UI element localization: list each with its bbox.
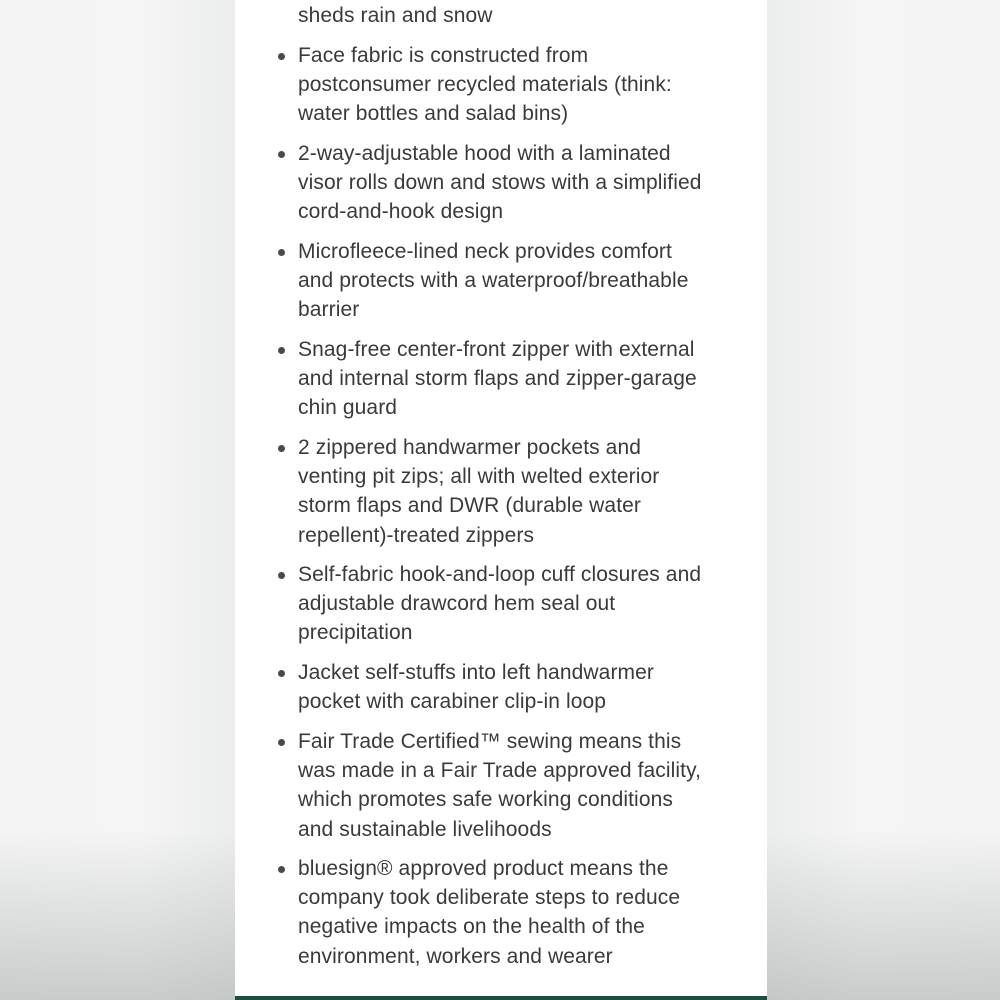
bullet-icon	[278, 445, 285, 452]
partial-feature-text: sheds rain and snow	[298, 4, 493, 27]
bullet-icon	[278, 670, 285, 677]
bullet-icon	[278, 151, 285, 158]
product-details-panel	[235, 0, 767, 1000]
bullet-icon	[278, 572, 285, 579]
bullet-icon	[278, 53, 285, 60]
feature-text: bluesign® approved product means the company took deliberate steps to reduce negative impacts on the health of the environment, workers and wearer	[298, 857, 681, 968]
bullet-icon	[278, 249, 285, 256]
bullet-icon	[278, 739, 285, 746]
feature-text: Microfleece-lined neck provides comfort and protects with a waterproof/breathable barrier	[298, 240, 689, 322]
right-background	[767, 0, 1000, 1000]
feature-text: Jacket self-stuffs into left handwarmer pocket with carabiner clip-in loop	[298, 661, 654, 714]
feature-text: 2-way-adjustable hood with a laminated visor rolls down and stows with a simplified cord-and-hook design	[298, 142, 702, 224]
left-background	[0, 0, 235, 1000]
feature-text: 2 zippered handwarmer pockets and venting pit zips; all with welted exterior storm flaps and DWR (durable water repellent)-treated zippers	[298, 436, 660, 547]
feature-text: Self-fabric hook-and-loop cuff closures and adjustable drawcord hem seal out precipitation	[298, 563, 702, 645]
bottom-accent-bar	[235, 996, 767, 1000]
feature-text: Face fabric is constructed from postconsumer recycled materials (think: water bottles and salad bins)	[298, 44, 672, 126]
feature-text: Snag-free center-front zipper with external and internal storm flaps and zipper-garage chin guard	[298, 338, 697, 420]
bullet-icon	[278, 866, 285, 873]
bullet-icon	[278, 347, 285, 354]
feature-text: Fair Trade Certified™ sewing means this was made in a Fair Trade approved facility, which promotes safe working conditions and sustainable livelihoods	[298, 730, 702, 841]
